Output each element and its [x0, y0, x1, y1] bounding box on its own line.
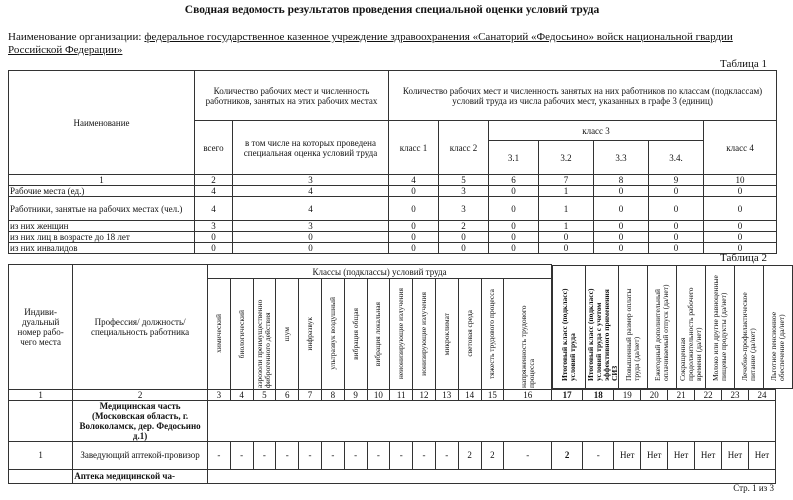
column-number: 18 [583, 389, 614, 400]
factor-label: химический [213, 314, 223, 354]
table-row [9, 232, 777, 243]
row-name: Рабочие места (ед.) [9, 186, 195, 197]
cell-value: 0 [439, 232, 489, 243]
cell-value: 1 [539, 197, 594, 221]
column-number: 23 [722, 389, 749, 400]
result-header [677, 265, 706, 388]
cell-value: - [504, 441, 552, 469]
factor-label: шум [282, 326, 292, 341]
cell-value: 0 [233, 243, 389, 254]
cell-value: Нет [614, 441, 641, 469]
column-number: 7 [299, 389, 322, 400]
header-c31: 3.1 [489, 141, 539, 175]
factor-header [390, 279, 413, 389]
cell-value: 0 [195, 232, 233, 243]
cell-value: 0 [594, 186, 649, 197]
header-c32: 3.2 [539, 141, 594, 175]
factor-header [435, 279, 458, 389]
section-pharmacy: Аптека медицинской ча- [73, 469, 208, 483]
cell-value: Нет [748, 441, 775, 469]
factor-header [253, 279, 276, 389]
cell-value: - [435, 441, 458, 469]
cell-value: 0 [489, 243, 539, 254]
result-label: Молоко или другие равноценные пищевые продукты (да/нет) [711, 274, 729, 381]
cell-value: 0 [704, 221, 777, 232]
factor-header [413, 279, 436, 389]
factor-header [344, 279, 367, 389]
cell-value: 0 [594, 232, 649, 243]
cell-value: 0 [195, 243, 233, 254]
cell-value: 0 [489, 232, 539, 243]
cell-value: 0 [704, 186, 777, 197]
column-number: 5 [439, 175, 489, 186]
result-label: Сокращенная продолжительность рабочего времени (да/нет) [678, 286, 704, 381]
header-c33: 3.3 [594, 141, 649, 175]
column-number: 16 [504, 389, 552, 400]
column-number-row [9, 389, 776, 400]
cell-value: - [413, 441, 436, 469]
factor-label: биологический [236, 309, 246, 358]
column-number: 10 [704, 175, 777, 186]
factor-label: напряженность трудового процесса [518, 305, 536, 388]
organization-label: Наименование организации: [8, 31, 142, 43]
column-number: 3 [233, 175, 389, 186]
cell-value: 0 [233, 232, 389, 243]
cell-value: 0 [594, 221, 649, 232]
cell-value: - [276, 441, 299, 469]
summary-table [8, 70, 777, 254]
table-row [9, 186, 777, 197]
result-label: Повышенный размер оплаты труда (да/нет) [624, 288, 642, 381]
cell-value: 2 [552, 441, 583, 469]
table-row [9, 197, 777, 221]
row-name: из них женщин [9, 221, 195, 232]
cell-value: 0 [489, 197, 539, 221]
table-row [9, 441, 776, 469]
cell-value: 3 [195, 221, 233, 232]
factor-label: световая среда [464, 310, 474, 358]
document-title: Сводная ведомость результатов проведения специальной оценки условий труда [184, 4, 600, 16]
header-profession: Профессия/ должность/ специальность работника [73, 265, 208, 390]
column-number: 4 [389, 175, 439, 186]
column-number: 15 [481, 389, 504, 400]
result-header [553, 265, 586, 388]
column-number: 21 [668, 389, 695, 400]
cell-value: 0 [594, 243, 649, 254]
column-number: 10 [367, 389, 390, 400]
header-workplace-id: Индиви-дуальный номер рабо-чего места [9, 265, 73, 390]
column-number: 3 [207, 389, 230, 400]
cell-value: 0 [539, 232, 594, 243]
cell-value: 0 [649, 197, 704, 221]
factor-header [321, 279, 344, 389]
column-number-row [9, 175, 777, 186]
cell-value: 4 [233, 197, 389, 221]
cell-value: - [230, 441, 253, 469]
column-number: 4 [230, 389, 253, 400]
cell-value: 4 [195, 186, 233, 197]
cell-value: 0 [389, 186, 439, 197]
column-number: 5 [253, 389, 276, 400]
factor-label: ультразвук воздушный [327, 297, 337, 371]
header-workplaces-group: Количество рабочих мест и численность работников, занятых на этих рабочих местах [195, 71, 389, 121]
cell-value: 0 [649, 186, 704, 197]
result-label: Итоговый класс (подкласс) условий труда с учетом эффективного применения СИЗ [586, 288, 620, 381]
header-class4: класс 4 [704, 121, 777, 175]
cell-value: 0 [389, 221, 439, 232]
header-class1: класс 1 [389, 121, 439, 175]
cell-value: 2 [481, 441, 504, 469]
column-number: 20 [641, 389, 668, 400]
cell-value: 3 [233, 221, 389, 232]
workplace-table [8, 264, 787, 484]
column-number: 9 [649, 175, 704, 186]
cell-value: 0 [649, 243, 704, 254]
profession-name: Заведующий аптекой-провизор [73, 441, 208, 469]
cell-value: 0 [704, 243, 777, 254]
organization-name: федеральное государственное казенное учреждение здравоохранения «Санаторий «Федосьино» войск национальной гвардии Российской Федерации» [8, 31, 733, 56]
factor-header [458, 279, 481, 389]
header-class2: класс 2 [439, 121, 489, 175]
cell-value: 3 [439, 186, 489, 197]
result-header [619, 265, 648, 388]
result-label: Льготное пенсионное обеспечение (да/нет) [769, 311, 787, 381]
cell-value: 0 [439, 243, 489, 254]
page-number: Стр. 1 из 3 [733, 483, 774, 493]
cell-value: Нет [695, 441, 722, 469]
table-row [9, 243, 777, 254]
cell-value: 2 [439, 221, 489, 232]
cell-value: 1 [539, 221, 594, 232]
cell-value: 0 [489, 221, 539, 232]
result-header [586, 265, 619, 388]
cell-value: 0 [539, 243, 594, 254]
row-name: из них инвалидов [9, 243, 195, 254]
column-number: 14 [458, 389, 481, 400]
column-number: 8 [594, 175, 649, 186]
cell-value: 0 [389, 232, 439, 243]
cell-value: 0 [704, 232, 777, 243]
row-name: из них лиц в возрасте до 18 лет [9, 232, 195, 243]
factor-label: вибрация общая [350, 307, 360, 360]
factor-header [504, 279, 552, 389]
factor-header [207, 279, 230, 389]
factor-label: неионизирующие излучения [396, 288, 406, 380]
cell-value: 1 [539, 186, 594, 197]
column-number: 2 [73, 389, 208, 400]
factor-header [299, 279, 322, 389]
cell-value: - [253, 441, 276, 469]
summary-body [9, 186, 777, 254]
cell-value: Нет [722, 441, 749, 469]
row-name: Работники, занятые на рабочих местах (чел.) [9, 197, 195, 221]
result-header [648, 265, 677, 388]
table2-label: Таблица 2 [720, 252, 768, 264]
result-header [735, 265, 764, 388]
cell-value: 0 [649, 232, 704, 243]
column-number: 6 [489, 175, 539, 186]
workplace-id: 1 [9, 441, 73, 469]
cell-value: - [207, 441, 230, 469]
table-row [9, 221, 777, 232]
cell-value: 0 [489, 186, 539, 197]
table1-label: Таблица 1 [720, 58, 768, 70]
cell-value: 0 [389, 243, 439, 254]
factor-label: микроклимат [441, 312, 451, 355]
column-number: 7 [539, 175, 594, 186]
cell-value: - [321, 441, 344, 469]
header-classes-group: Классы (подклассы) условий труда [207, 265, 551, 279]
header-name: Наименование [9, 71, 195, 175]
header-assessed: в том числе на которых проведена специальная оценка условий труда [233, 121, 389, 175]
column-number: 17 [552, 389, 583, 400]
header-c34: 3.4. [649, 141, 704, 175]
cell-value: 4 [233, 186, 389, 197]
column-number: 13 [435, 389, 458, 400]
header-class3: класс 3 [489, 121, 704, 141]
column-number: 1 [9, 175, 195, 186]
column-number: 11 [390, 389, 413, 400]
cell-value: - [583, 441, 614, 469]
cell-value: - [390, 441, 413, 469]
cell-value: 4 [195, 197, 233, 221]
factor-label: вибрация локальная [373, 301, 383, 366]
column-number: 1 [9, 389, 73, 400]
cell-value: Нет [668, 441, 695, 469]
column-number: 2 [195, 175, 233, 186]
result-label: Ежегодный дополнительный оплачиваемый отпуск (да/нет) [653, 284, 671, 381]
cell-value: - [367, 441, 390, 469]
result-label: Лечебно-профилактическое питание (да/нет) [740, 291, 758, 381]
cell-value: 3 [439, 197, 489, 221]
cell-value: 0 [594, 197, 649, 221]
cell-value: Нет [641, 441, 668, 469]
column-number: 19 [614, 389, 641, 400]
factor-label: ионизирующие излучения [419, 291, 428, 376]
section-medical: Медицинская часть (Московская область, г. Волоколамск, дер. Федосьино д.1) [73, 400, 208, 441]
cell-value: 0 [704, 197, 777, 221]
header-classes-group: Количество рабочих мест и численность занятых на них работников по классам (подклассам) условий труда из числа рабочих мест, указанных в графе 3 (единиц) [389, 71, 777, 121]
result-header [706, 265, 735, 388]
factor-label: инфразвук [305, 316, 315, 351]
cell-value: 0 [649, 221, 704, 232]
factor-label: аэрозоли преимущественно фиброгенного действия [255, 299, 273, 388]
column-number: 6 [276, 389, 299, 400]
cell-value: 0 [389, 197, 439, 221]
result-header [764, 265, 793, 388]
factor-header [276, 279, 299, 389]
factor-header [367, 279, 390, 389]
result-label: Итоговый класс (подкласс) условий труда [560, 288, 578, 381]
column-number: 22 [695, 389, 722, 400]
column-number: 12 [413, 389, 436, 400]
cell-value: 2 [458, 441, 481, 469]
column-number: 9 [344, 389, 367, 400]
cell-value: - [344, 441, 367, 469]
header-total: всего [195, 121, 233, 175]
cell-value: - [299, 441, 322, 469]
factor-header [481, 279, 504, 389]
organization-line [8, 31, 778, 57]
factor-label: тяжесть трудового процесса [487, 288, 497, 379]
column-number: 24 [748, 389, 775, 400]
column-number: 8 [321, 389, 344, 400]
factor-header [230, 279, 253, 389]
